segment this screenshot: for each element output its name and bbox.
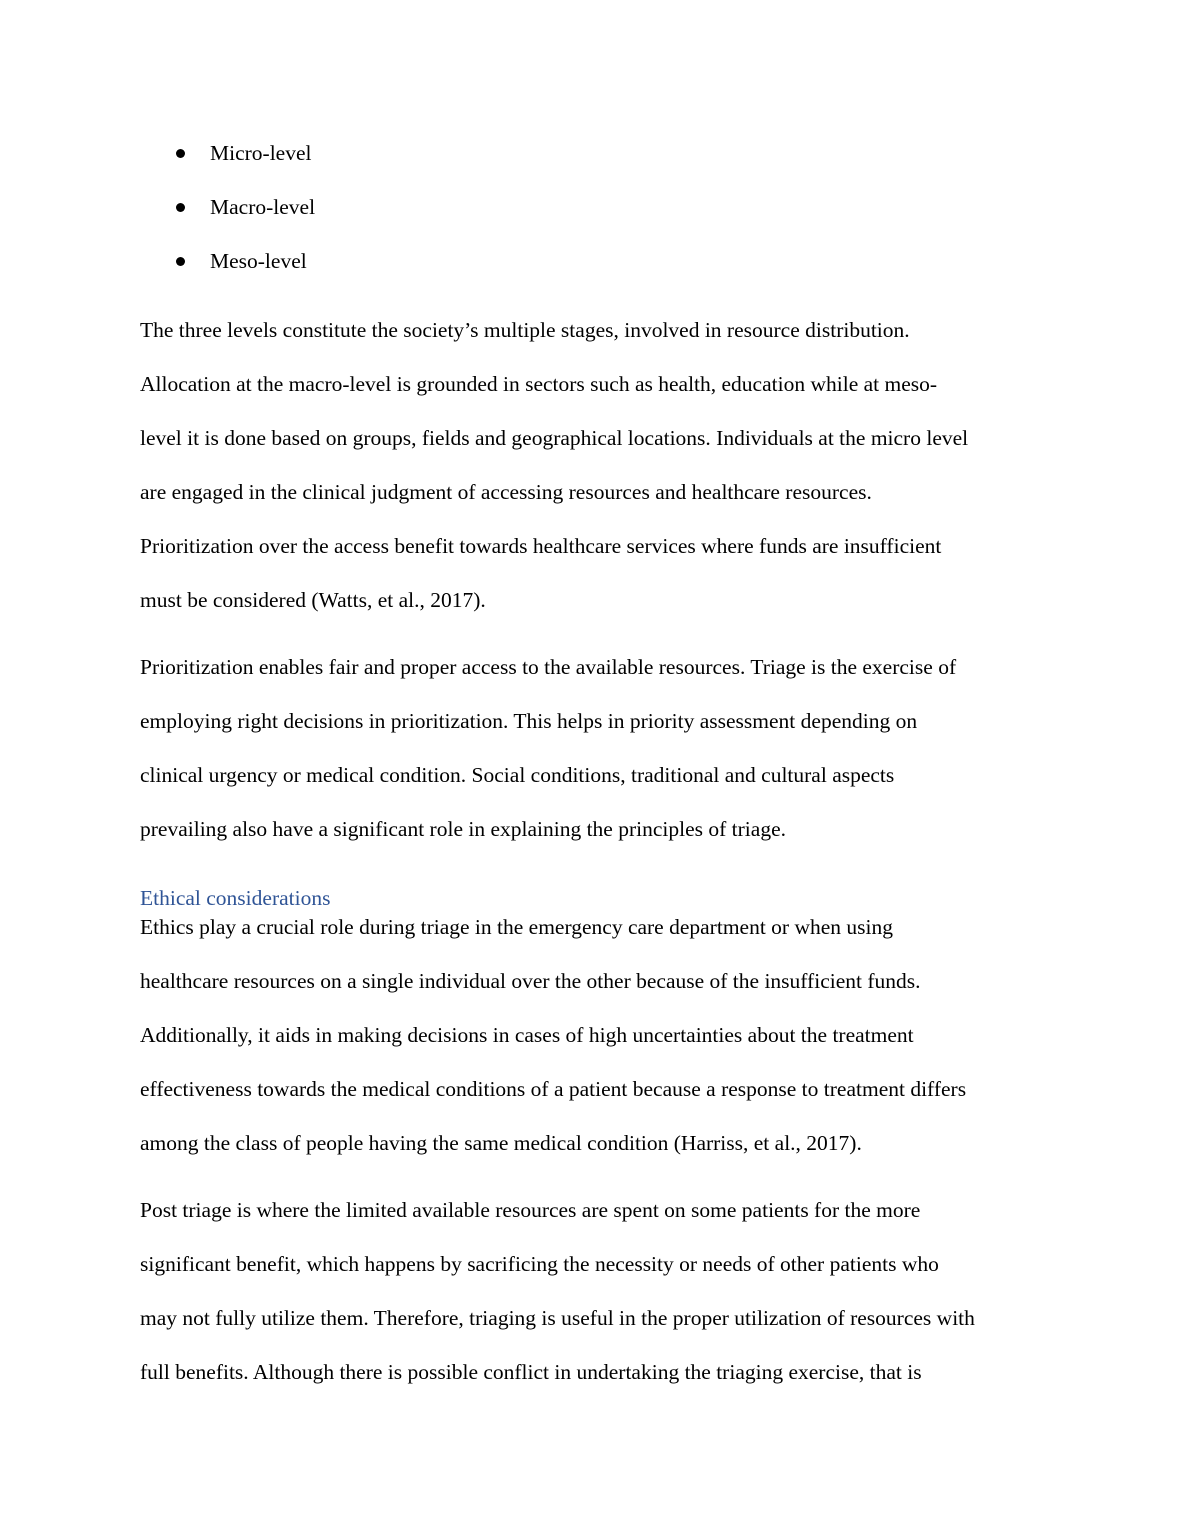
paragraph-line: are engaged in the clinical judgment of accessing resources and healthcare resources. <box>140 480 872 504</box>
paragraph-prioritization <box>140 648 1050 864</box>
paragraph-line: may not fully utilize them. Therefore, triaging is useful in the proper utilization of resources with <box>140 1306 975 1330</box>
bullet-text: Meso-level <box>210 249 307 273</box>
bullet-icon <box>176 149 185 158</box>
paragraph-line: level it is done based on groups, fields and geographical locations. Individuals at the micro level <box>140 426 969 450</box>
paragraph-line: clinical urgency or medical condition. Social conditions, traditional and cultural aspects <box>140 763 895 787</box>
bullet-item-macro <box>140 188 315 242</box>
bullet-text: Micro-level <box>210 141 312 165</box>
paragraph-line: prevailing also have a significant role in explaining the principles of triage. <box>140 817 786 841</box>
paragraph-line: The three levels constitute the society’s multiple stages, involved in resource distribution. <box>140 318 910 342</box>
paragraph-line: among the class of people having the same medical condition (Harriss, et al., 2017). <box>140 1131 862 1155</box>
paragraph-line: Allocation at the macro-level is grounded in sectors such as health, education while at meso- <box>140 372 938 396</box>
paragraph-line: must be considered (Watts, et al., 2017). <box>140 588 486 612</box>
paragraph-line: full benefits. Although there is possible conflict in undertaking the triaging exercise, that is <box>140 1360 922 1384</box>
paragraph-line: significant benefit, which happens by sacrificing the necessity or needs of other patients who <box>140 1252 939 1276</box>
paragraph-line: effectiveness towards the medical conditions of a patient because a response to treatment differs <box>140 1077 967 1101</box>
section-heading-ethical-considerations: Ethical considerations <box>140 886 331 910</box>
paragraph-levels <box>140 311 1050 635</box>
bullet-text: Macro-level <box>210 195 316 219</box>
levels-bullet-list <box>140 134 315 296</box>
paragraph-post-triage <box>140 1191 1050 1407</box>
paragraph-line: Prioritization enables fair and proper access to the available resources. Triage is the exercise of <box>140 655 957 679</box>
paragraph-line: healthcare resources on a single individual over the other because of the insufficient funds. <box>140 969 921 993</box>
paragraph-line: Ethics play a crucial role during triage in the emergency care department or when using <box>140 915 894 939</box>
paragraph-ethics <box>140 908 1050 1178</box>
bullet-icon <box>176 257 185 266</box>
paragraph-line: Prioritization over the access benefit towards healthcare services where funds are insufficient <box>140 534 942 558</box>
bullet-icon <box>176 203 185 212</box>
paragraph-line: Post triage is where the limited available resources are spent on some patients for the more <box>140 1198 921 1222</box>
paragraph-line: employing right decisions in prioritization. This helps in priority assessment depending on <box>140 709 918 733</box>
bullet-item-meso <box>140 242 315 296</box>
paragraph-line: Additionally, it aids in making decisions in cases of high uncertainties about the treatment <box>140 1023 914 1047</box>
bullet-item-micro <box>140 134 315 188</box>
